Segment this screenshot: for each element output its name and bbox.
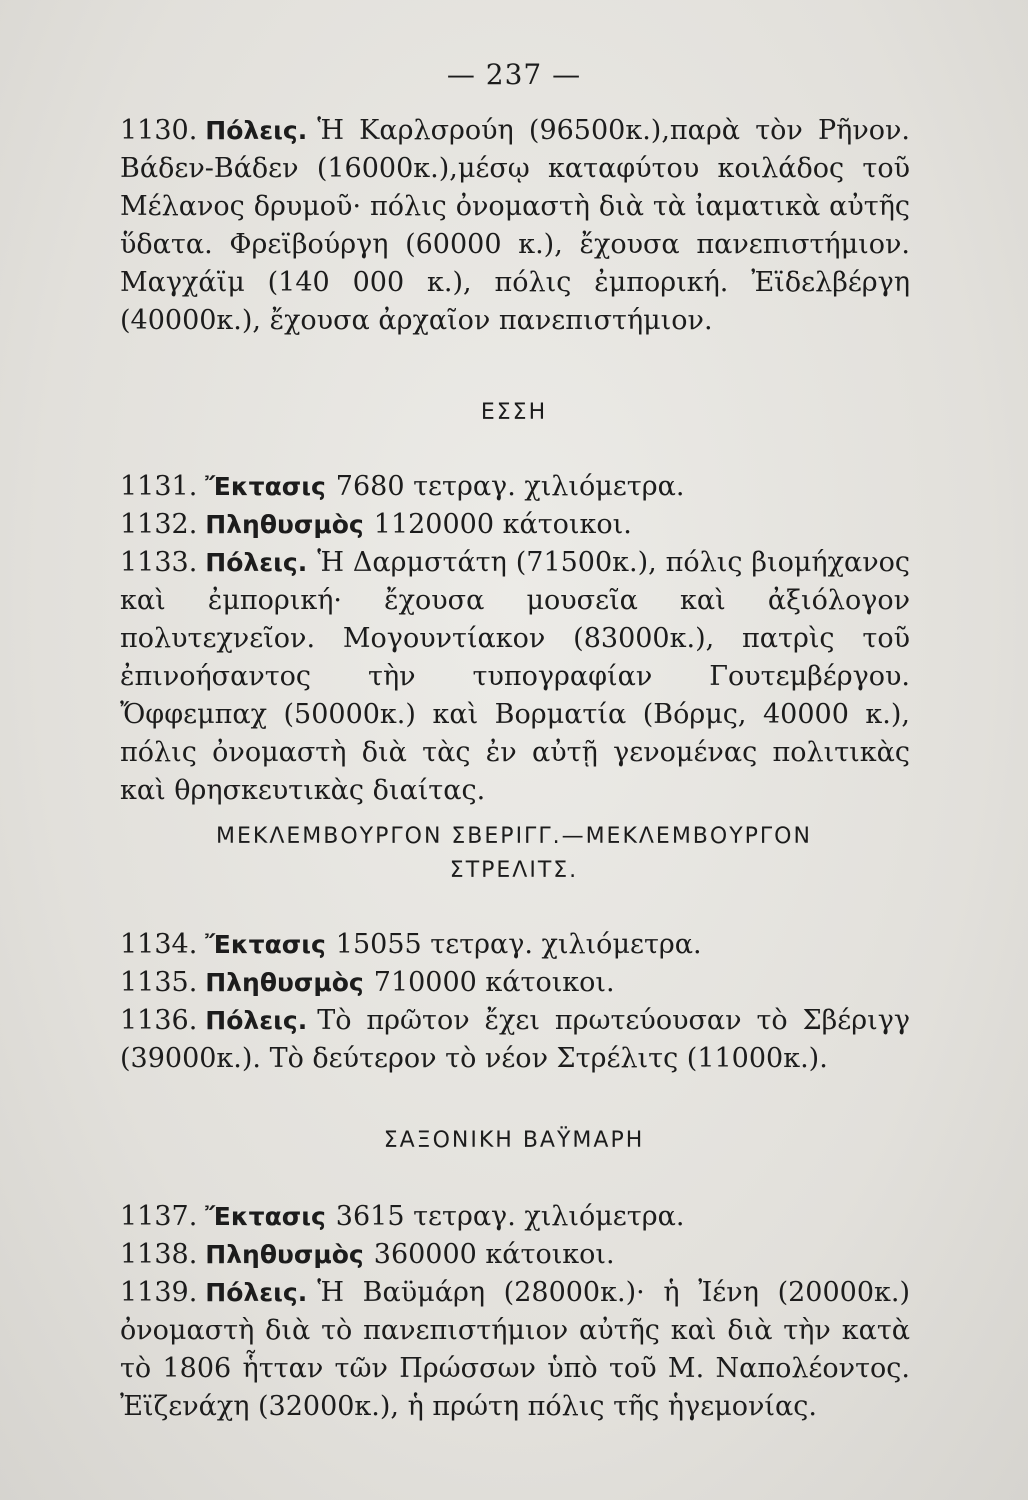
entry-1132 bbox=[120, 506, 632, 544]
entry-keyword: Πληθυσμὸς bbox=[205, 1240, 364, 1269]
entry-keyword: Ἔκτασις bbox=[205, 930, 326, 959]
section-heading-mecklenburg: ΜΕΚΛΕΜΒΟΥΡΓΟΝ ΣΒΕΡΙΓΓ.—ΜΕΚΛΕΜΒΟΥΡΓΟΝ bbox=[216, 824, 812, 849]
entry-number: 1135. bbox=[120, 967, 198, 998]
entry-text: 710000 κάτοικοι. bbox=[373, 967, 615, 998]
entry-1137 bbox=[120, 1198, 684, 1236]
entry-number: 1136. bbox=[120, 1005, 198, 1036]
entry-text: Τὸ πρῶτον ἔχει πρωτεύουσαν τὸ Σβέριγγ (39000κ.). Τὸ δεύτερον τὸ νέον Στρέλιτς (11000κ.). bbox=[120, 1005, 910, 1074]
entry-number: 1137. bbox=[120, 1201, 198, 1232]
entry-number: 1130. bbox=[120, 115, 198, 146]
entry-keyword: Ἔκτασις bbox=[205, 472, 326, 501]
entry-1138 bbox=[120, 1236, 615, 1274]
entry-text: 360000 κάτοικοι. bbox=[373, 1239, 615, 1270]
entry-keyword: Πόλεις. bbox=[205, 548, 308, 577]
entry-text: Ἡ Καρλσρούη (96500κ.),παρὰ τὸν Ρῆνον. Βάδεν-Βάδεν (16000κ.),μέσῳ καταφύτου κοιλάδος τοῦ Μέλανος δρυμοῦ· πόλις ὀνομαστὴ διὰ τὰ ἰαματικὰ αὐτῆς ὕδατα. Φρεϊβούργη (60000 κ.), ἔχουσα πανεπιστήμιον. Μαγχάϊμ (140 000 κ.), πόλις ἐμπορική. Ἐϊδελβέργη (40000κ.), ἔχουσα ἀρχαῖον πανεπιστήμιον. bbox=[120, 115, 910, 336]
entry-number: 1132. bbox=[120, 509, 198, 540]
entry-1135 bbox=[120, 964, 615, 1002]
entry-keyword: Πληθυσμὸς bbox=[205, 968, 364, 997]
entry-keyword: Πόλεις. bbox=[205, 116, 308, 145]
entry-keyword: Πληθυσμὸς bbox=[205, 510, 364, 539]
entry-1134 bbox=[120, 926, 702, 964]
entry-number: 1138. bbox=[120, 1239, 198, 1270]
section-heading-essi: ΕΣΣΗ bbox=[480, 400, 548, 425]
entry-keyword: Ἔκτασις bbox=[205, 1202, 326, 1231]
entry-text: 7680 τετραγ. χιλιόμετρα. bbox=[335, 471, 685, 502]
section-heading-mecklenburg-line2: ΣΤΡΕΛΙΤΣ. bbox=[449, 858, 579, 883]
page-number: — 237 — bbox=[446, 58, 582, 91]
entry-number: 1139. bbox=[120, 1277, 198, 1308]
entry-number: 1133. bbox=[120, 547, 198, 578]
entry-1133 bbox=[120, 544, 910, 810]
entry-1131 bbox=[120, 468, 684, 506]
entry-1130 bbox=[120, 112, 910, 340]
entry-keyword: Πόλεις. bbox=[205, 1006, 308, 1035]
entry-text: Ἡ Δαρμστάτη (71500κ.), πόλις βιομήχανος καὶ ἐμπορική· ἔχουσα μουσεῖα καὶ ἀξιόλογον πολυτεχνεῖον. Μογουντίακον (83000κ.), πατρὶς τοῦ ἐπινοήσαντος τὴν τυπογραφίαν Γουτεμβέργου. Ὄφφεμπαχ (50000κ.) καὶ Βορματία (Βόρμς, 40000 κ.), πόλις ὀνομαστὴ διὰ τὰς ἐν αὐτῇ γενομένας πολιτικὰς καὶ θρησκευτικὰς διαίτας. bbox=[120, 547, 910, 806]
entry-number: 1134. bbox=[120, 929, 198, 960]
entry-number: 1131. bbox=[120, 471, 198, 502]
entry-1136 bbox=[120, 1002, 910, 1078]
entry-1139 bbox=[120, 1274, 910, 1426]
entry-keyword: Πόλεις. bbox=[205, 1278, 308, 1307]
entry-text: Ἡ Βαϋμάρη (28000κ.)· ἡ Ἰένη (20000κ.) ὀνομαστὴ διὰ τὸ πανεπιστήμιον αὐτῆς καὶ διὰ τὴν κατὰ τὸ 1806 ἧτταν τῶν Πρώσσων ὑπὸ τοῦ Μ. Ναπολέοντος. Ἐϊζενάχη (32000κ.), ἡ πρώτη πόλις τῆς ἡγεμονίας. bbox=[120, 1277, 910, 1422]
entry-text: 3615 τετραγ. χιλιόμετρα. bbox=[335, 1201, 685, 1232]
entry-text: 1120000 κάτοικοι. bbox=[373, 509, 632, 540]
entry-text: 15055 τετραγ. χιλιόμετρα. bbox=[335, 929, 702, 960]
section-heading-saxony: ΣΑΞΟΝΙΚΗ ΒΑΫΜΑΡΗ bbox=[383, 1128, 645, 1153]
